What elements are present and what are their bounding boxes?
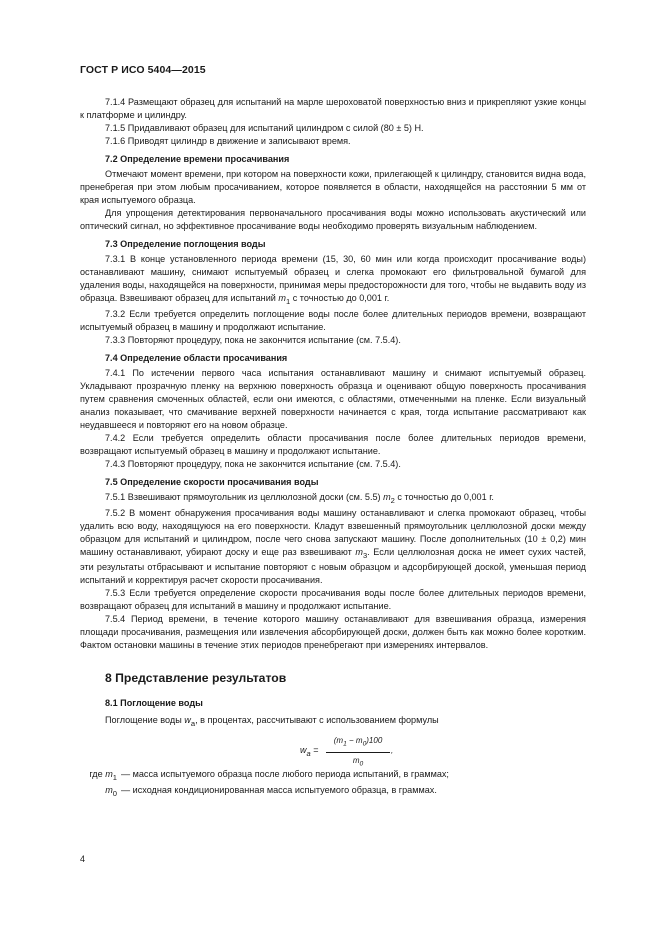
den-m: m xyxy=(352,755,360,765)
heading-8-1: 8.1 Поглощение воды xyxy=(105,698,203,709)
definition-label xyxy=(80,768,117,784)
para-7-5-1-text: 7.5.1 Взвешивают прямоугольник из целлюлозной доски (см. 5.5) xyxy=(105,491,384,502)
document-body xyxy=(80,96,586,800)
heading-7-5: 7.5 Определение скорости просачивания воды xyxy=(105,476,319,487)
formula-fraction xyxy=(326,734,390,770)
para-7-1-6: 7.1.6 Приводят цилиндр в движение и записывают время. xyxy=(105,136,351,146)
definition-label xyxy=(80,784,117,800)
definition-text: — исходная кондиционированная масса испытуемого образца, в граммах. xyxy=(121,785,437,796)
para-7-1-4: 7.1.4 Размещают образец для испытаний на марле шероховатой поверхностью вниз и прикрепляют узкие концы к платформе и цилиндру. xyxy=(80,97,586,120)
para-8-1-intro xyxy=(80,714,586,730)
definition-text: — масса испытуемого образца после любого периода испытаний, в граммах; xyxy=(121,769,449,780)
lhs-var: w xyxy=(300,745,307,756)
formula-lhs xyxy=(300,744,318,760)
para-7-3-3: 7.3.3 Повторяют процедуру, пока не закончится испытание (см. 7.5.4). xyxy=(105,334,401,345)
den-sub: 0 xyxy=(359,760,364,768)
def-sub: 0 xyxy=(112,788,117,798)
equals-sign: = xyxy=(310,745,319,756)
intro-text: Поглощение воды xyxy=(105,715,185,726)
para-7-2-a: Отмечают момент времени, при котором на поверхности кожи, прилегающей к цилиндру, становится видна вода, пренебрегая при этом любым просачиванием, которое появляется в области, находящейся на расстоянии 5 мм от края испытуемого образца. xyxy=(80,169,586,205)
var-m: m xyxy=(383,491,391,502)
para-7-5-2-text: 7.5.2 В момент обнаружения просачивания воды машину останавливают и слегка промокают образец, чтобы удалить всю воду, находящуюся на его поверхности. Кладут взвешенный прямоугольник целлюлозной доски между образцом для испытаний и цилиндром, после чего снова запускают машину. После дополнительных (10 ± 0,2) мин машину останавливают, убирают доску и еще раз взвешивают xyxy=(80,507,586,557)
formula-denominator xyxy=(326,753,390,771)
para-7-5-3: 7.5.3 Если требуется определение скорости просачивания воды после более длительных периодов времени, возвращают образец для испытаний в машину и продолжают испытание. xyxy=(80,588,586,612)
para-7-5-4: 7.5.4 Период времени, в течение которого машину останавливают для взвешивания образца, измерения площади просачивания, размещения или извлечения абсорбирующей доски, должен быть как можно более коротким. Фактом остановки машины в течение этих периодов пренебрегают при измерениях интервалов. xyxy=(80,614,586,651)
num-sub0: 0 xyxy=(362,740,367,748)
paren-close: )100 xyxy=(366,736,383,746)
para-7-1-5: 7.1.5 Придавливают образец для испытаний цилиндром с силой (80 ± 5) Н. xyxy=(105,123,424,133)
para-7-3-1 xyxy=(80,253,586,308)
var-sub: 3 xyxy=(362,550,368,560)
num-sub1: 1 xyxy=(343,740,347,748)
lhs-sub: a xyxy=(306,749,311,759)
para-7-5-1-tail: с точностью до 0,001 г. xyxy=(394,491,494,502)
var-m: m xyxy=(278,293,286,303)
var-sub: a xyxy=(190,719,196,729)
def-sub: 1 xyxy=(112,773,117,783)
var-sub: 2 xyxy=(390,495,395,505)
para-7-4-3: 7.4.3 Повторяют процедуру, пока не закончится испытание (см. 7.5.4). xyxy=(105,458,401,469)
num-m0: m xyxy=(355,736,363,746)
def-var: m xyxy=(105,769,113,780)
var-m: m xyxy=(355,546,363,557)
heading-7-2: 7.2 Определение времени просачивания xyxy=(105,154,290,164)
formula-numerator xyxy=(326,734,390,753)
para-7-3-2: 7.3.2 Если требуется определить поглощение воды после более длительных периодов времени, возвращают испытуемый образец в машину и продолжают испытание. xyxy=(80,308,586,332)
intro-tail: , в процентах, рассчитывают с использованием формулы xyxy=(195,715,439,726)
definition-m1 xyxy=(80,768,586,784)
num-m1: m xyxy=(336,736,344,746)
heading-7-4: 7.4 Определение области просачивания xyxy=(105,352,288,363)
page-number: 4 xyxy=(80,854,86,864)
var-w: w xyxy=(184,715,191,726)
formula-comma: , xyxy=(391,746,394,756)
heading-7-3: 7.3 Определение поглощения воды xyxy=(105,239,266,249)
para-7-2-b: Для упрощения детектирования первоначального просачивания воды можно использовать акустический или оптический сигнал, но эффективное просачивание воды необходимо проверять визуальным наблюдением. xyxy=(80,208,586,231)
para-7-5-1 xyxy=(80,491,586,507)
para-7-5-2-tail: . Если целлюлозная доска не имеет сухих частей, эти результаты отбрасывают и испытание повторяют с новым образцом и адсорбирующей доской, уменьшая период испытаний и корректируя расчет скорости просачивания. xyxy=(80,546,586,586)
para-7-4-2: 7.4.2 Если требуется определить области просачивания после более длительных периодов времени, возвращают испытуемый образец в машину и продолжают испытание. xyxy=(80,432,586,456)
formula-water-absorption xyxy=(80,734,586,768)
document-header: ГОСТ Р ИСО 5404—2015 xyxy=(80,64,206,76)
def-var: m xyxy=(105,785,113,796)
variable-definitions xyxy=(80,768,586,800)
para-7-4-1: 7.4.1 По истечении первого часа испытания останавливают машину и снимают испытуемый образец. Укладывают прозрачную пленку на верхнюю поверхность образца и оценивают общую поверхность просачивания путем сравнения смоченных областей, если они имеются, с областями, отмеченными на пленке. Если визуальный анализ показывает, что смачивание верхней поверхности начинается с края, тогда испытание рассматривают как неудавшееся и повторяют его на новом образце. xyxy=(80,367,586,430)
paren-open: ( xyxy=(333,736,337,746)
heading-8: 8 Представление результатов xyxy=(105,671,287,686)
para-7-3-1-text: 7.3.1 В конце установленного периода времени (15, 30, 60 мин или когда происходит просачивание воды) останавливают машину, снимают испытуемый образец и слегка промокают его фильтровальной бумагой для удаления воды, находящейся на поверхности, принимая меры предосторожности для того, чтобы не выдавить воду из образца. Взвешивают образец для испытаний xyxy=(80,254,586,303)
where-word: где xyxy=(89,769,106,780)
para-7-3-1-tail: с точностью до 0,001 г. xyxy=(290,293,390,303)
var-sub: 1 xyxy=(285,296,291,306)
definition-m0 xyxy=(80,784,586,800)
minus-sign: − xyxy=(346,736,356,746)
para-7-5-2 xyxy=(80,507,586,588)
